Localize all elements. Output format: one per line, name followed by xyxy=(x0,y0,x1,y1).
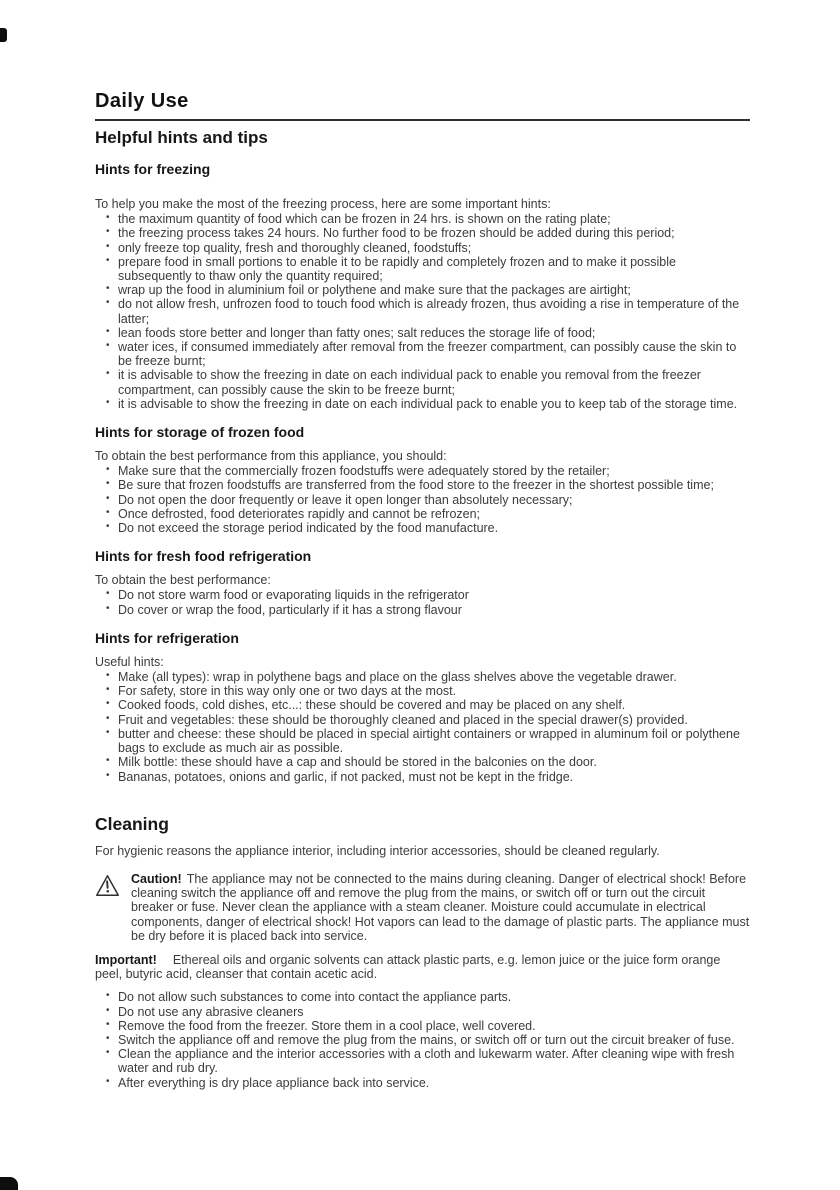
hints-for-fresh-food-heading: Hints for fresh food refrigeration xyxy=(95,548,312,565)
list-item: • Do not use any abrasive cleaners xyxy=(104,1005,750,1019)
cleaning-heading: Cleaning xyxy=(95,813,169,834)
caution-note-label: Caution! xyxy=(131,871,182,886)
list-item: • lean foods store better and longer than fatty ones; salt reduces the storage life of food; xyxy=(104,326,750,340)
list-item: • it is advisable to show the freezing in date on each individual pack to enable you removal from the freezer compartment, can possibly cause the skin to be freeze burnt; xyxy=(104,368,750,396)
list-item: • Fruit and vegetables: these should be thoroughly cleaned and placed in the special drawer(s) provided. xyxy=(104,713,750,727)
caution-note-body: The appliance may not be connected to the mains during cleaning. Danger of electrical shock! Before cleaning switch the appliance off and remove the plug from the mains, or switch off or turn out the circuit breaker or fuse. Never clean the appliance with a steam cleaner. Moisture could accumulate in electrical components, danger of electrical shock! Hot vapors can lead to the damage of plastic parts. The appliance must be dry before it is placed back into service. xyxy=(131,871,750,943)
list-item: • Once defrosted, food deteriorates rapidly and cannot be refrozen; xyxy=(104,507,750,521)
list-item: • Switch the appliance off and remove the plug from the mains, or switch off or turn out the circuit breaker of fuse. xyxy=(104,1033,750,1047)
warning-triangle-icon xyxy=(95,872,131,897)
cleaning-steps-list xyxy=(104,990,750,1089)
hints-for-storage-heading: Hints for storage of frozen food xyxy=(95,424,305,441)
page-title: Daily Use xyxy=(95,90,189,112)
important-note-label: Important! xyxy=(95,952,157,967)
list-item: • Do cover or wrap the food, particularly if it has a strong flavour xyxy=(104,603,750,617)
list-item: • Make sure that the commercially frozen foodstuffs were adequately stored by the retailer; xyxy=(104,464,750,478)
cleaning-intro: For hygienic reasons the appliance interior, including interior accessories, should be cleaned regularly. xyxy=(95,843,660,858)
scan-artifact-top-left xyxy=(0,28,7,42)
caution-note-text xyxy=(131,872,750,943)
list-item: • butter and cheese: these should be placed in special airtight containers or wrapped in aluminum foil or polythene bags to exclude as much air as possible. xyxy=(104,727,750,755)
hints-for-freezing-heading: Hints for freezing xyxy=(95,161,211,177)
list-item: • Remove the food from the freezer. Store them in a cool place, well covered. xyxy=(104,1019,750,1033)
freezing-intro: To help you make the most of the freezing process, here are some important hints: xyxy=(95,197,551,211)
list-item: • After everything is dry place appliance back into service. xyxy=(104,1076,750,1090)
list-item: • it is advisable to show the freezing in date on each individual pack to enable you to keep tab of the storage time. xyxy=(104,397,750,411)
freezing-hints-list xyxy=(104,212,750,411)
storage-hints-list xyxy=(104,464,750,535)
list-item: • only freeze top quality, fresh and thoroughly cleaned, foodstuffs; xyxy=(104,241,750,255)
list-item: • Be sure that frozen foodstuffs are transferred from the food store to the freezer in the shortest possible time; xyxy=(104,478,750,492)
list-item: • the freezing process takes 24 hours. No further food to be frozen should be added during this period; xyxy=(104,226,750,240)
scan-artifact-bottom-left xyxy=(0,1177,18,1190)
list-item: • the maximum quantity of food which can be frozen in 24 hrs. is shown on the rating plate; xyxy=(104,212,750,226)
helpful-hints-and-tips-heading: Helpful hints and tips xyxy=(95,128,268,147)
list-item: • water ices, if consumed immediately after removal from the freezer compartment, can possibly cause the skin to be freeze burnt; xyxy=(104,340,750,368)
caution-note xyxy=(95,872,750,943)
list-item: • Cooked foods, cold dishes, etc...: these should be covered and may be placed on any shelf. xyxy=(104,698,750,712)
list-item: • Clean the appliance and the interior accessories with a cloth and lukewarm water. After cleaning wipe with fresh water and rub dry. xyxy=(104,1047,750,1075)
refrigeration-intro: Useful hints: xyxy=(95,654,164,669)
important-note-text: Ethereal oils and organic solvents can attack plastic parts, e.g. lemon juice or the juice form orange peel, butyric acid, cleanser that contain acetic acid. xyxy=(95,952,721,982)
title-rule xyxy=(95,119,750,121)
list-item: • Do not store warm food or evaporating liquids in the refrigerator xyxy=(104,588,750,602)
list-item: • Do not open the door frequently or leave it open longer than absolutely necessary; xyxy=(104,493,750,507)
list-item: • prepare food in small portions to enable it to be rapidly and completely frozen and to make it possible subsequently to thaw only the quantity required; xyxy=(104,255,750,283)
list-item: • Bananas, potatoes, onions and garlic, if not packed, must not be kept in the fridge. xyxy=(104,770,750,784)
list-item: • Milk bottle: these should have a cap and should be stored in the balconies on the door. xyxy=(104,755,750,769)
list-item: • For safety, store in this way only one or two days at the most. xyxy=(104,684,750,698)
hints-for-refrigeration-heading: Hints for refrigeration xyxy=(95,629,239,646)
list-item: • do not allow fresh, unfrozen food to touch food which is already frozen, thus avoiding a rise in temperature of the latter; xyxy=(104,297,750,325)
fresh-food-intro: To obtain the best performance: xyxy=(95,573,271,588)
list-item: • Do not exceed the storage period indicated by the food manufacture. xyxy=(104,521,750,535)
storage-intro: To obtain the best performance from this appliance, you should: xyxy=(95,449,447,464)
list-item: • wrap up the food in aluminium foil or polythene and make sure that the packages are airtight; xyxy=(104,283,750,297)
list-item: • Make (all types): wrap in polythene bags and place on the glass shelves above the vegetable drawer. xyxy=(104,670,750,684)
fresh-food-list xyxy=(104,588,750,616)
refrigeration-list xyxy=(104,670,750,784)
important-note xyxy=(95,953,750,981)
list-item: • Do not allow such substances to come into contact the appliance parts. xyxy=(104,990,750,1004)
document-content xyxy=(95,128,750,1090)
